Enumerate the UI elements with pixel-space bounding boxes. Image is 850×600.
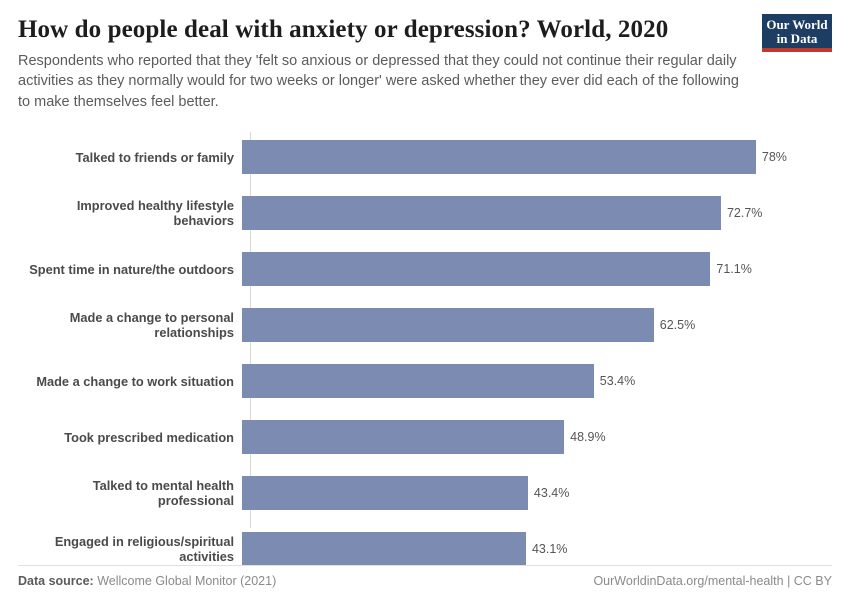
- chart-plot-area: [18, 132, 832, 565]
- bar-track: [242, 308, 832, 342]
- bar[interactable]: [242, 308, 654, 342]
- data-source-label: Data source:: [18, 574, 94, 588]
- chart-footer: [18, 565, 832, 588]
- chart-credit[interactable]: OurWorldinData.org/mental-health | CC BY: [593, 574, 832, 588]
- bar[interactable]: [242, 252, 710, 286]
- bar[interactable]: [242, 196, 721, 230]
- bar-value-label: 62.5%: [659, 318, 696, 333]
- bar-track: [242, 140, 832, 174]
- bar-category-label: Made a change to personal relationships: [69, 310, 234, 341]
- bar-row: [18, 356, 832, 406]
- bar-category-label: Made a change to work situation: [36, 373, 234, 389]
- bar-category-label: Talked to friends or family: [75, 149, 234, 165]
- page-title: How do people deal with anxiety or depression? World, 2020: [18, 16, 669, 43]
- bar[interactable]: [242, 140, 756, 174]
- bar-category-label: Took prescribed medication: [64, 429, 234, 445]
- bar-category-label: Spent time in nature/the outdoors: [29, 261, 234, 277]
- bar-track: [242, 420, 832, 454]
- bar-category-label: Talked to mental health professional: [92, 478, 234, 509]
- bar-track: [242, 364, 832, 398]
- bar-value-label: 72.7%: [726, 206, 763, 221]
- bar[interactable]: [242, 420, 564, 454]
- bar-track: [242, 252, 832, 286]
- chart-header: [18, 16, 832, 112]
- bar-row: [18, 188, 832, 238]
- bar-value-label: 53.4%: [599, 374, 636, 389]
- bar-track: [242, 196, 832, 230]
- bar-row: [18, 468, 832, 518]
- bar-track: [242, 476, 832, 510]
- bar[interactable]: [242, 476, 528, 510]
- logo-line-1: Our World: [766, 17, 828, 32]
- bar-value-label: 78%: [761, 150, 787, 165]
- bar-row: [18, 244, 832, 294]
- bar-category-label: Engaged in religious/spiritual activities: [54, 534, 234, 565]
- bar-value-label: 71.1%: [716, 262, 752, 277]
- data-source: [18, 574, 276, 588]
- our-world-in-data-logo[interactable]: [762, 14, 832, 52]
- bar-value-label: 43.1%: [531, 542, 568, 557]
- bar[interactable]: [242, 532, 526, 566]
- bar-row: [18, 300, 832, 350]
- bar-category-label: Improved healthy lifestyle behaviors: [76, 198, 234, 229]
- bar-row: [18, 412, 832, 462]
- data-source-value: Wellcome Global Monitor (2021): [97, 574, 277, 588]
- bar-rows: [18, 132, 832, 580]
- logo-line-2: in Data: [776, 31, 818, 46]
- bar-value-label: 43.4%: [533, 486, 570, 501]
- bar-row: [18, 132, 832, 182]
- bar[interactable]: [242, 364, 594, 398]
- bar-track: [242, 532, 832, 566]
- bar-value-label: 48.9%: [570, 430, 606, 445]
- chart-subtitle: Respondents who reported that they 'felt so anxious or depressed that they could not continue their regular daily activities as they normally would for two weeks or longer' were asked whether they ever did each of the following to make themselves feel better.: [18, 52, 739, 110]
